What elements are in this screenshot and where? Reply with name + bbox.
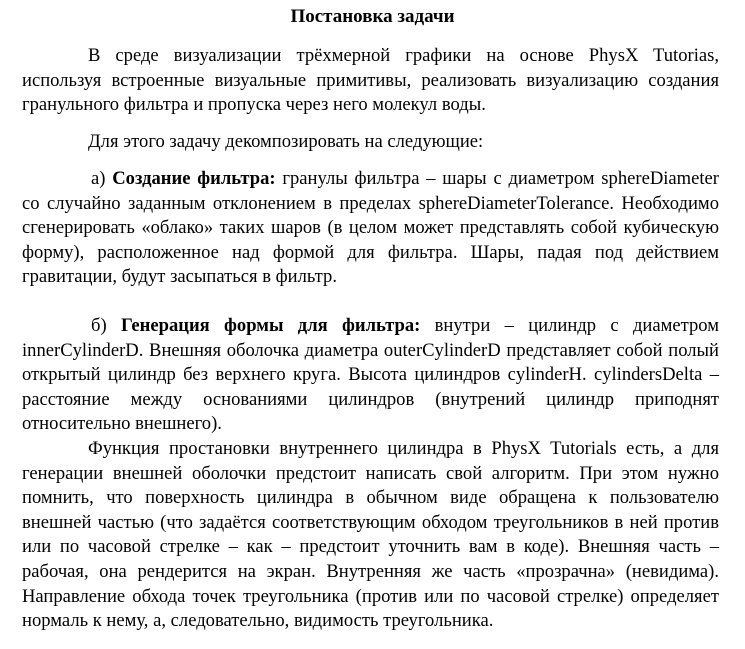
decompose-paragraph: Для этого задачу декомпозировать на следующие: — [88, 131, 484, 152]
item-b-heading: Генерация формы для фильтра: — [120, 315, 421, 336]
item-a-paragraph — [22, 167, 719, 290]
item-b-text: внутри – цилиндр с диаметром innerCylinderD. Внешняя оболочка диаметра outerCylinderD представляет собой полый открытый цилиндр без верхнего круга. Высота цилиндров cylinderH. cylindersDelta – расстояние между основаниями цилиндров (внутрений цилиндр приподнят относительно внешнего). — [22, 315, 719, 435]
item-a-heading: Создание фильтра: — [112, 168, 276, 189]
closing-paragraph: Функция простановки внутреннего цилиндра в PhysX Tutorials есть, а для генерации внешней оболочки предстоит написать свой алгоритм. При этом нужно помнить, что поверхность цилиндра в обычном виде обращена к пользователю внешней частью (что задаётся соответствующим обходом треугольников в ней против или по часовой стрелке – как – предстоит уточнить вам в коде). Внешняя часть – рабочая, она рендерится на экран. Внутренняя же часть «прозрачна» (невидима). Направление обхода точек треугольника (против или по часовой стрелке) определяет нормаль к нему, а, следовательно, видимость треугольника. — [22, 438, 719, 632]
document-title: Постановка задачи — [290, 6, 455, 27]
item-b-marker: б) — [91, 315, 107, 336]
item-a-text: гранулы фильтра – шары с диаметром sphereDiameter со случайно заданным отклонением в пределах sphereDiameterTolerance. Необходимо сгенерировать «облако» таких шаров (в целом может представлять собой кубическую форму), расположенное над формой для фильтра. Шары, падая под действием гравитации, будут засыпаться в фильтр. — [22, 168, 719, 288]
intro-paragraph: В среде визуализации трёхмерной графики на основе PhysX Tutorias, используя встроенные визуальные примитивы, реализовать визуализацию создания гранульного фильтра и пропуска через него молекул воды. — [22, 45, 719, 116]
item-a-marker: а) — [91, 168, 106, 189]
item-b-paragraph — [22, 314, 719, 437]
